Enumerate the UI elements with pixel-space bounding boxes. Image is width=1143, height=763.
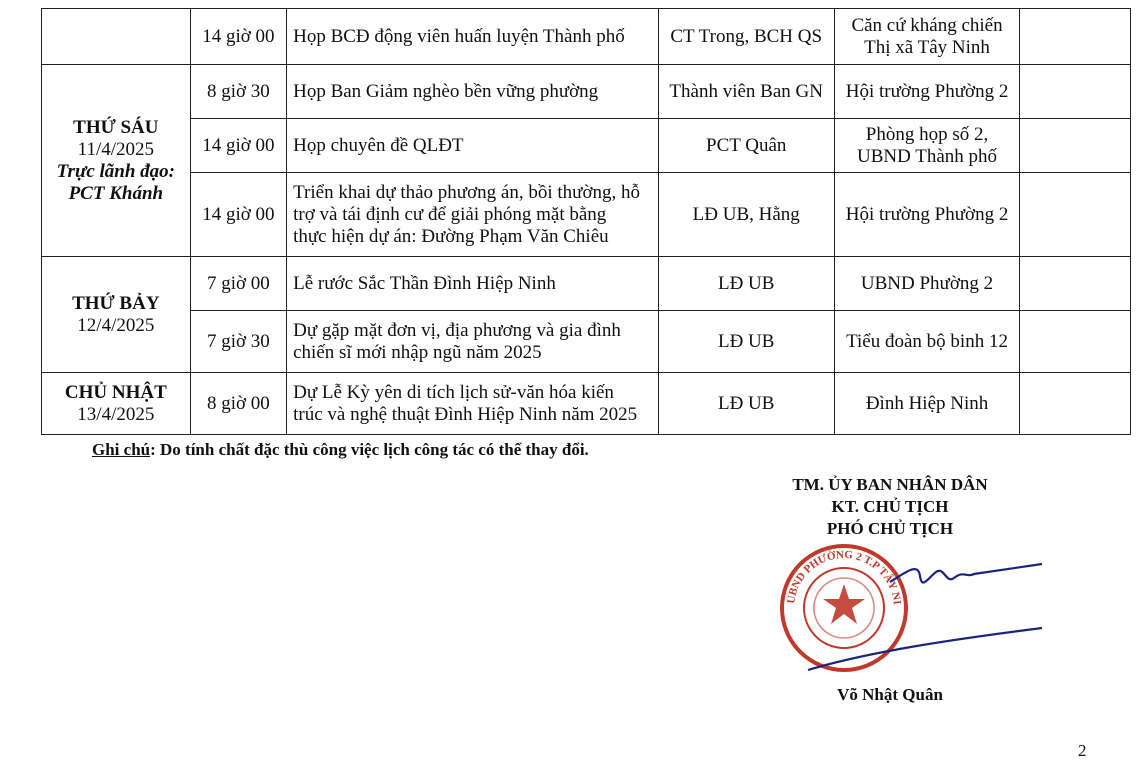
content-line: Triển khai dự thảo phương án, bồi thường, hỗ [293, 181, 640, 203]
day-name: CHỦ NHẬT [64, 381, 167, 403]
location-line: Phòng họp số 2, [865, 123, 989, 145]
duty-person: PCT Khánh [68, 182, 164, 204]
location-cell: Tiểu đoàn bộ binh 12 [834, 311, 1020, 373]
participants-cell: LĐ UB [658, 311, 834, 373]
time-cell: 14 giờ 00 [190, 173, 286, 257]
page-number: 2 [1078, 741, 1087, 760]
time-cell: 8 giờ 00 [190, 373, 286, 435]
content-line: Dự gặp mặt đơn vị, địa phương và gia đình [293, 319, 621, 341]
day-cell-friday [42, 65, 191, 257]
participants-cell: Thành viên Ban GN [658, 65, 834, 119]
location-cell: Hội trường Phường 2 [834, 65, 1020, 119]
signature-block [760, 474, 1020, 540]
location-cell: UBND Phường 2 [834, 257, 1020, 311]
note-line [92, 440, 589, 460]
content-cell: Họp Ban Giảm nghèo bền vững phường [287, 65, 659, 119]
location-line: Thị xã Tây Ninh [864, 36, 990, 58]
table-row [42, 257, 1131, 311]
participants-cell: PCT Quân [658, 119, 834, 173]
table-row [42, 173, 1131, 257]
day-date: 12/4/2025 [77, 314, 155, 336]
content-cell: Họp BCĐ động viên huấn luyện Thành phố [287, 9, 659, 65]
content-cell: Lễ rước Sắc Thần Đình Hiệp Ninh [287, 257, 659, 311]
time-cell: 7 giờ 00 [190, 257, 286, 311]
day-cell [42, 9, 191, 65]
table-row [42, 65, 1131, 119]
location-cell [834, 9, 1020, 65]
table-row [42, 311, 1131, 373]
content-line: thực hiện dự án: Đường Phạm Văn Chiêu [293, 225, 609, 247]
location-cell: Đình Hiệp Ninh [834, 373, 1020, 435]
participants-cell: LĐ UB, Hằng [658, 173, 834, 257]
location-cell [834, 119, 1020, 173]
note-cell [1020, 173, 1131, 257]
day-name: THỨ BẢY [72, 292, 160, 314]
location-cell: Hội trường Phường 2 [834, 173, 1020, 257]
note-cell [1020, 257, 1131, 311]
location-line: Căn cứ kháng chiến [851, 14, 1003, 36]
location-line: UBND Thành phố [857, 145, 998, 167]
time-cell: 7 giờ 30 [190, 311, 286, 373]
official-stamp-icon [778, 542, 1048, 677]
content-cell: Họp chuyên đề QLĐT [287, 119, 659, 173]
participants-cell: CT Trong, BCH QS [658, 9, 834, 65]
day-name: THỨ SÁU [73, 116, 159, 138]
signature-title-line2: KT. CHỦ TỊCH [831, 497, 949, 516]
content-cell [287, 311, 659, 373]
content-line: chiến sĩ mới nhập ngũ năm 2025 [293, 341, 542, 363]
day-date: 11/4/2025 [77, 138, 155, 160]
note-label: Ghi chú [92, 440, 151, 459]
participants-cell: LĐ UB [658, 257, 834, 311]
duty-label: Trực lãnh đạo: [56, 160, 176, 182]
content-cell [287, 373, 659, 435]
time-cell: 14 giờ 00 [190, 9, 286, 65]
signer-name: Võ Nhật Quân [837, 685, 943, 704]
participants-cell: LĐ UB [658, 373, 834, 435]
day-cell-saturday [42, 257, 191, 373]
note-text: : Do tính chất đặc thù công việc lịch công tác có thể thay đổi. [150, 440, 589, 459]
time-cell: 8 giờ 30 [190, 65, 286, 119]
note-cell [1020, 9, 1131, 65]
content-line: Dự Lễ Kỳ yên di tích lịch sử-văn hóa kiến [293, 381, 614, 403]
note-cell [1020, 311, 1131, 373]
content-line: trợ và tái định cư để giải phóng mặt bằng [293, 203, 607, 225]
stamp-and-signature [778, 542, 1048, 677]
note-cell [1020, 119, 1131, 173]
table-row [42, 373, 1131, 435]
day-cell-sunday [42, 373, 191, 435]
content-line: trúc và nghệ thuật Đình Hiệp Ninh năm 2025 [293, 403, 638, 425]
svg-text:UBND PHƯỜNG 2 T.P TÂY NINH: UBND PHƯỜNG 2 T.P TÂY NI [785, 548, 903, 606]
note-cell [1020, 373, 1131, 435]
content-cell [287, 173, 659, 257]
schedule-table [41, 8, 1131, 435]
time-cell: 14 giờ 00 [190, 119, 286, 173]
table-row [42, 119, 1131, 173]
table-row [42, 9, 1131, 65]
signature-title-line1: TM. ỦY BAN NHÂN DÂN [792, 475, 988, 494]
day-date: 13/4/2025 [77, 403, 155, 425]
note-cell [1020, 65, 1131, 119]
signature-title-line3: PHÓ CHỦ TỊCH [826, 519, 954, 538]
